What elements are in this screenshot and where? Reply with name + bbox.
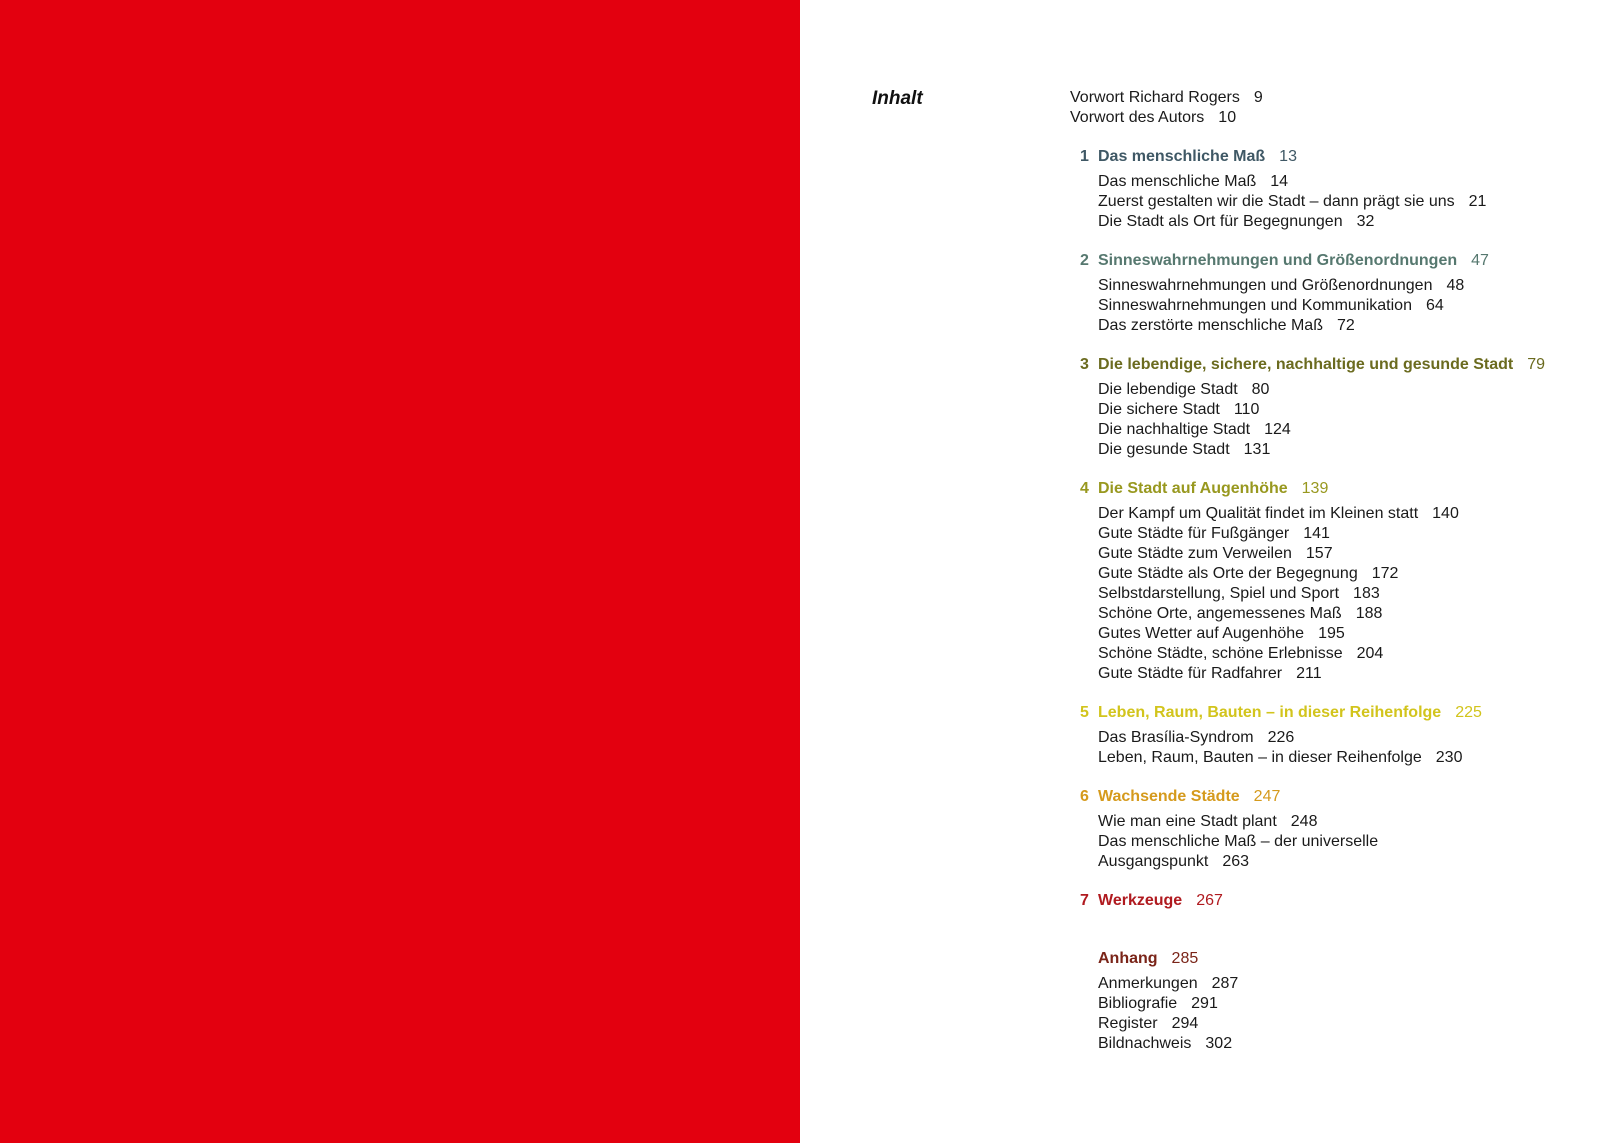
page-title: Inhalt (872, 88, 923, 109)
toc-entry-page: 287 (1211, 975, 1239, 992)
toc-entry-page: 9 (1253, 89, 1263, 106)
toc-entry-label: Bibliografie (1098, 995, 1178, 1012)
toc-entry-page: 157 (1305, 545, 1333, 562)
chapter-heading (1070, 355, 1570, 375)
toc-entry-label: Gute Städte zum Verweilen (1098, 545, 1292, 562)
toc-entry-page: 172 (1371, 565, 1399, 582)
chapter-title: Die lebendige, sichere, nachhaltige und gesunde Stadt (1098, 356, 1514, 373)
toc-entry-page: 204 (1356, 645, 1384, 662)
toc-entry (1098, 524, 1570, 544)
toc-entry-page: 263 (1222, 853, 1250, 870)
chapter-title: Leben, Raum, Bauten – in dieser Reihenfolge (1098, 704, 1442, 721)
toc-entry-label: Wie man eine Stadt plant (1098, 813, 1277, 830)
chapter-heading (1070, 891, 1570, 911)
toc-entry (1098, 420, 1570, 440)
toc-entry-page: 226 (1267, 729, 1295, 746)
chapter-number: 7 (1080, 892, 1089, 909)
chapter-subsections (1070, 504, 1570, 684)
toc-entry-label: Das Brasília-Syndrom (1098, 729, 1254, 746)
toc-entry-label: Der Kampf um Qualität findet im Kleinen statt (1098, 505, 1419, 522)
chapter-heading (1070, 479, 1570, 499)
toc-entry-page: 21 (1468, 193, 1487, 210)
toc-entry (1098, 212, 1570, 232)
toc-entry-label: Anmerkungen (1098, 975, 1198, 992)
toc-entry-label: Das zerstörte menschliche Maß (1098, 317, 1323, 334)
chapter-page: 225 (1455, 704, 1482, 721)
toc-entry-page: 14 (1270, 173, 1289, 190)
toc-entry-page: 48 (1446, 277, 1465, 294)
chapter-2 (1070, 251, 1570, 336)
toc-entry (1098, 728, 1570, 748)
chapter-page: 267 (1196, 892, 1223, 909)
toc-entry-label: Die nachhaltige Stadt (1098, 421, 1251, 438)
chapter-number: 5 (1080, 704, 1089, 721)
toc-entry-label: Vorwort des Autors (1070, 109, 1205, 126)
toc-entry (1098, 584, 1570, 604)
toc-entry-page: 140 (1432, 505, 1459, 522)
toc-entry-label: Das menschliche Maß – der universelle Ausgangspunkt (1098, 833, 1379, 870)
chapter-subsections (1070, 812, 1398, 872)
chapter-6 (1070, 787, 1570, 872)
chapter-subsections (1070, 172, 1570, 232)
toc-entry (1098, 624, 1570, 644)
chapter-5 (1070, 703, 1570, 768)
toc-entry (1098, 172, 1570, 192)
chapter-title: Die Stadt auf Augenhöhe (1098, 480, 1288, 497)
toc-entry (1098, 974, 1570, 994)
chapter-number: 1 (1080, 148, 1089, 165)
preface-list (1070, 88, 1570, 128)
toc-entry (1098, 994, 1570, 1014)
chapter-page: 13 (1279, 148, 1297, 165)
toc-entry-preface-author (1070, 108, 1570, 128)
toc-entry (1098, 832, 1398, 872)
toc-entry (1098, 400, 1570, 420)
chapter-heading (1070, 787, 1570, 807)
toc-entry-page: 141 (1303, 525, 1330, 542)
toc-entry-label: Die lebendige Stadt (1098, 381, 1238, 398)
toc-entry (1098, 604, 1570, 624)
toc-entry-page: 294 (1171, 1015, 1199, 1032)
toc-entry-label: Zuerst gestalten wir die Stadt – dann prägt sie uns (1098, 193, 1455, 210)
toc-entry (1098, 1034, 1570, 1054)
toc-entry-label: Vorwort Richard Rogers (1070, 89, 1240, 106)
toc-entry-page: 110 (1233, 401, 1260, 418)
toc-entry-label: Das menschliche Maß (1098, 173, 1257, 190)
chapter-subsections (1070, 728, 1570, 768)
toc-entry (1098, 1014, 1570, 1034)
toc-entry-label: Sinneswahrnehmungen und Größenordnungen (1098, 277, 1433, 294)
chapter-page: 47 (1471, 252, 1489, 269)
appendix-heading (1070, 949, 1570, 969)
toc-entry-page: 302 (1205, 1035, 1233, 1052)
chapter-title: Wachsende Städte (1098, 788, 1240, 805)
chapter-title: Sinneswahrnehmungen und Größenordnungen (1098, 252, 1458, 269)
toc-entry-label: Gute Städte für Radfahrer (1098, 665, 1283, 682)
toc-entry-label: Die sichere Stadt (1098, 401, 1220, 418)
toc-entry-label: Die gesunde Stadt (1098, 441, 1230, 458)
toc-entry (1098, 544, 1570, 564)
toc-entry (1098, 748, 1570, 768)
toc-entry-page: 291 (1191, 995, 1218, 1012)
toc-entry-page: 72 (1336, 317, 1355, 334)
toc-entry (1098, 812, 1398, 832)
toc-entry-page: 124 (1264, 421, 1291, 438)
appendix-page: 285 (1171, 950, 1199, 967)
chapter-3 (1070, 355, 1570, 460)
toc-entry-page: 64 (1425, 297, 1444, 314)
chapter-number: 3 (1080, 356, 1089, 373)
toc-entry-page: 10 (1218, 109, 1237, 126)
toc-entry (1098, 664, 1570, 684)
chapter-heading (1070, 147, 1570, 167)
toc-entry (1098, 564, 1570, 584)
toc-entry-label: Register (1098, 1015, 1158, 1032)
chapter-title: Werkzeuge (1098, 892, 1183, 909)
toc-entry-page: 32 (1356, 213, 1375, 230)
toc-entry (1098, 440, 1570, 460)
chapter-page: 139 (1301, 480, 1329, 497)
toc-entry-label: Gutes Wetter auf Augenhöhe (1098, 625, 1305, 642)
chapter-number: 2 (1080, 252, 1089, 269)
toc-entry-label: Bildnachweis (1098, 1035, 1192, 1052)
toc-entry-label: Schöne Orte, angemessenes Maß (1098, 605, 1342, 622)
chapter-subsections (1070, 276, 1570, 336)
chapter-subsections (1070, 380, 1570, 460)
toc-entry-label: Gute Städte für Fußgänger (1098, 525, 1290, 542)
toc-entry-label: Die Stadt als Ort für Begegnungen (1098, 213, 1343, 230)
chapter-heading (1070, 703, 1570, 723)
toc-entry (1098, 504, 1570, 524)
toc-entry-page: 183 (1353, 585, 1380, 602)
chapter-title: Das menschliche Maß (1098, 148, 1266, 165)
toc-entry-page: 188 (1355, 605, 1383, 622)
toc-entry-page: 248 (1290, 813, 1318, 830)
appendix-title: Anhang (1098, 950, 1158, 967)
chapter-number: 4 (1080, 480, 1089, 497)
toc-entry-page: 80 (1251, 381, 1270, 398)
toc-entry-page: 211 (1296, 665, 1322, 682)
toc-entry-page: 131 (1243, 441, 1271, 458)
toc-entry-label: Sinneswahrnehmungen und Kommunikation (1098, 297, 1412, 314)
chapter-4 (1070, 479, 1570, 684)
toc-entry-label: Schöne Städte, schöne Erlebnisse (1098, 645, 1343, 662)
toc-entry-page: 230 (1435, 749, 1463, 766)
chapter-heading (1070, 251, 1570, 271)
toc-entry-label: Leben, Raum, Bauten – in dieser Reihenfolge (1098, 749, 1422, 766)
chapter-7 (1070, 891, 1570, 911)
toc-entry-label: Gute Städte als Orte der Begegnung (1098, 565, 1358, 582)
toc-entry (1098, 276, 1570, 296)
chapter-page: 79 (1527, 356, 1545, 373)
chapter-page: 247 (1253, 788, 1281, 805)
toc-entry-label: Selbstdarstellung, Spiel und Sport (1098, 585, 1340, 602)
chapter-1 (1070, 147, 1570, 232)
appendix-subsections (1070, 974, 1570, 1054)
appendix (1070, 949, 1570, 1054)
toc-entry (1098, 380, 1570, 400)
toc-entry (1098, 296, 1570, 316)
toc-entry (1098, 316, 1570, 336)
chapter-number: 6 (1080, 788, 1089, 805)
toc-entry (1098, 192, 1570, 212)
toc-entry-page: 195 (1318, 625, 1345, 642)
toc-entry-preface-rogers (1070, 88, 1570, 108)
toc-entry (1098, 644, 1570, 664)
table-of-contents (1070, 88, 1570, 1054)
